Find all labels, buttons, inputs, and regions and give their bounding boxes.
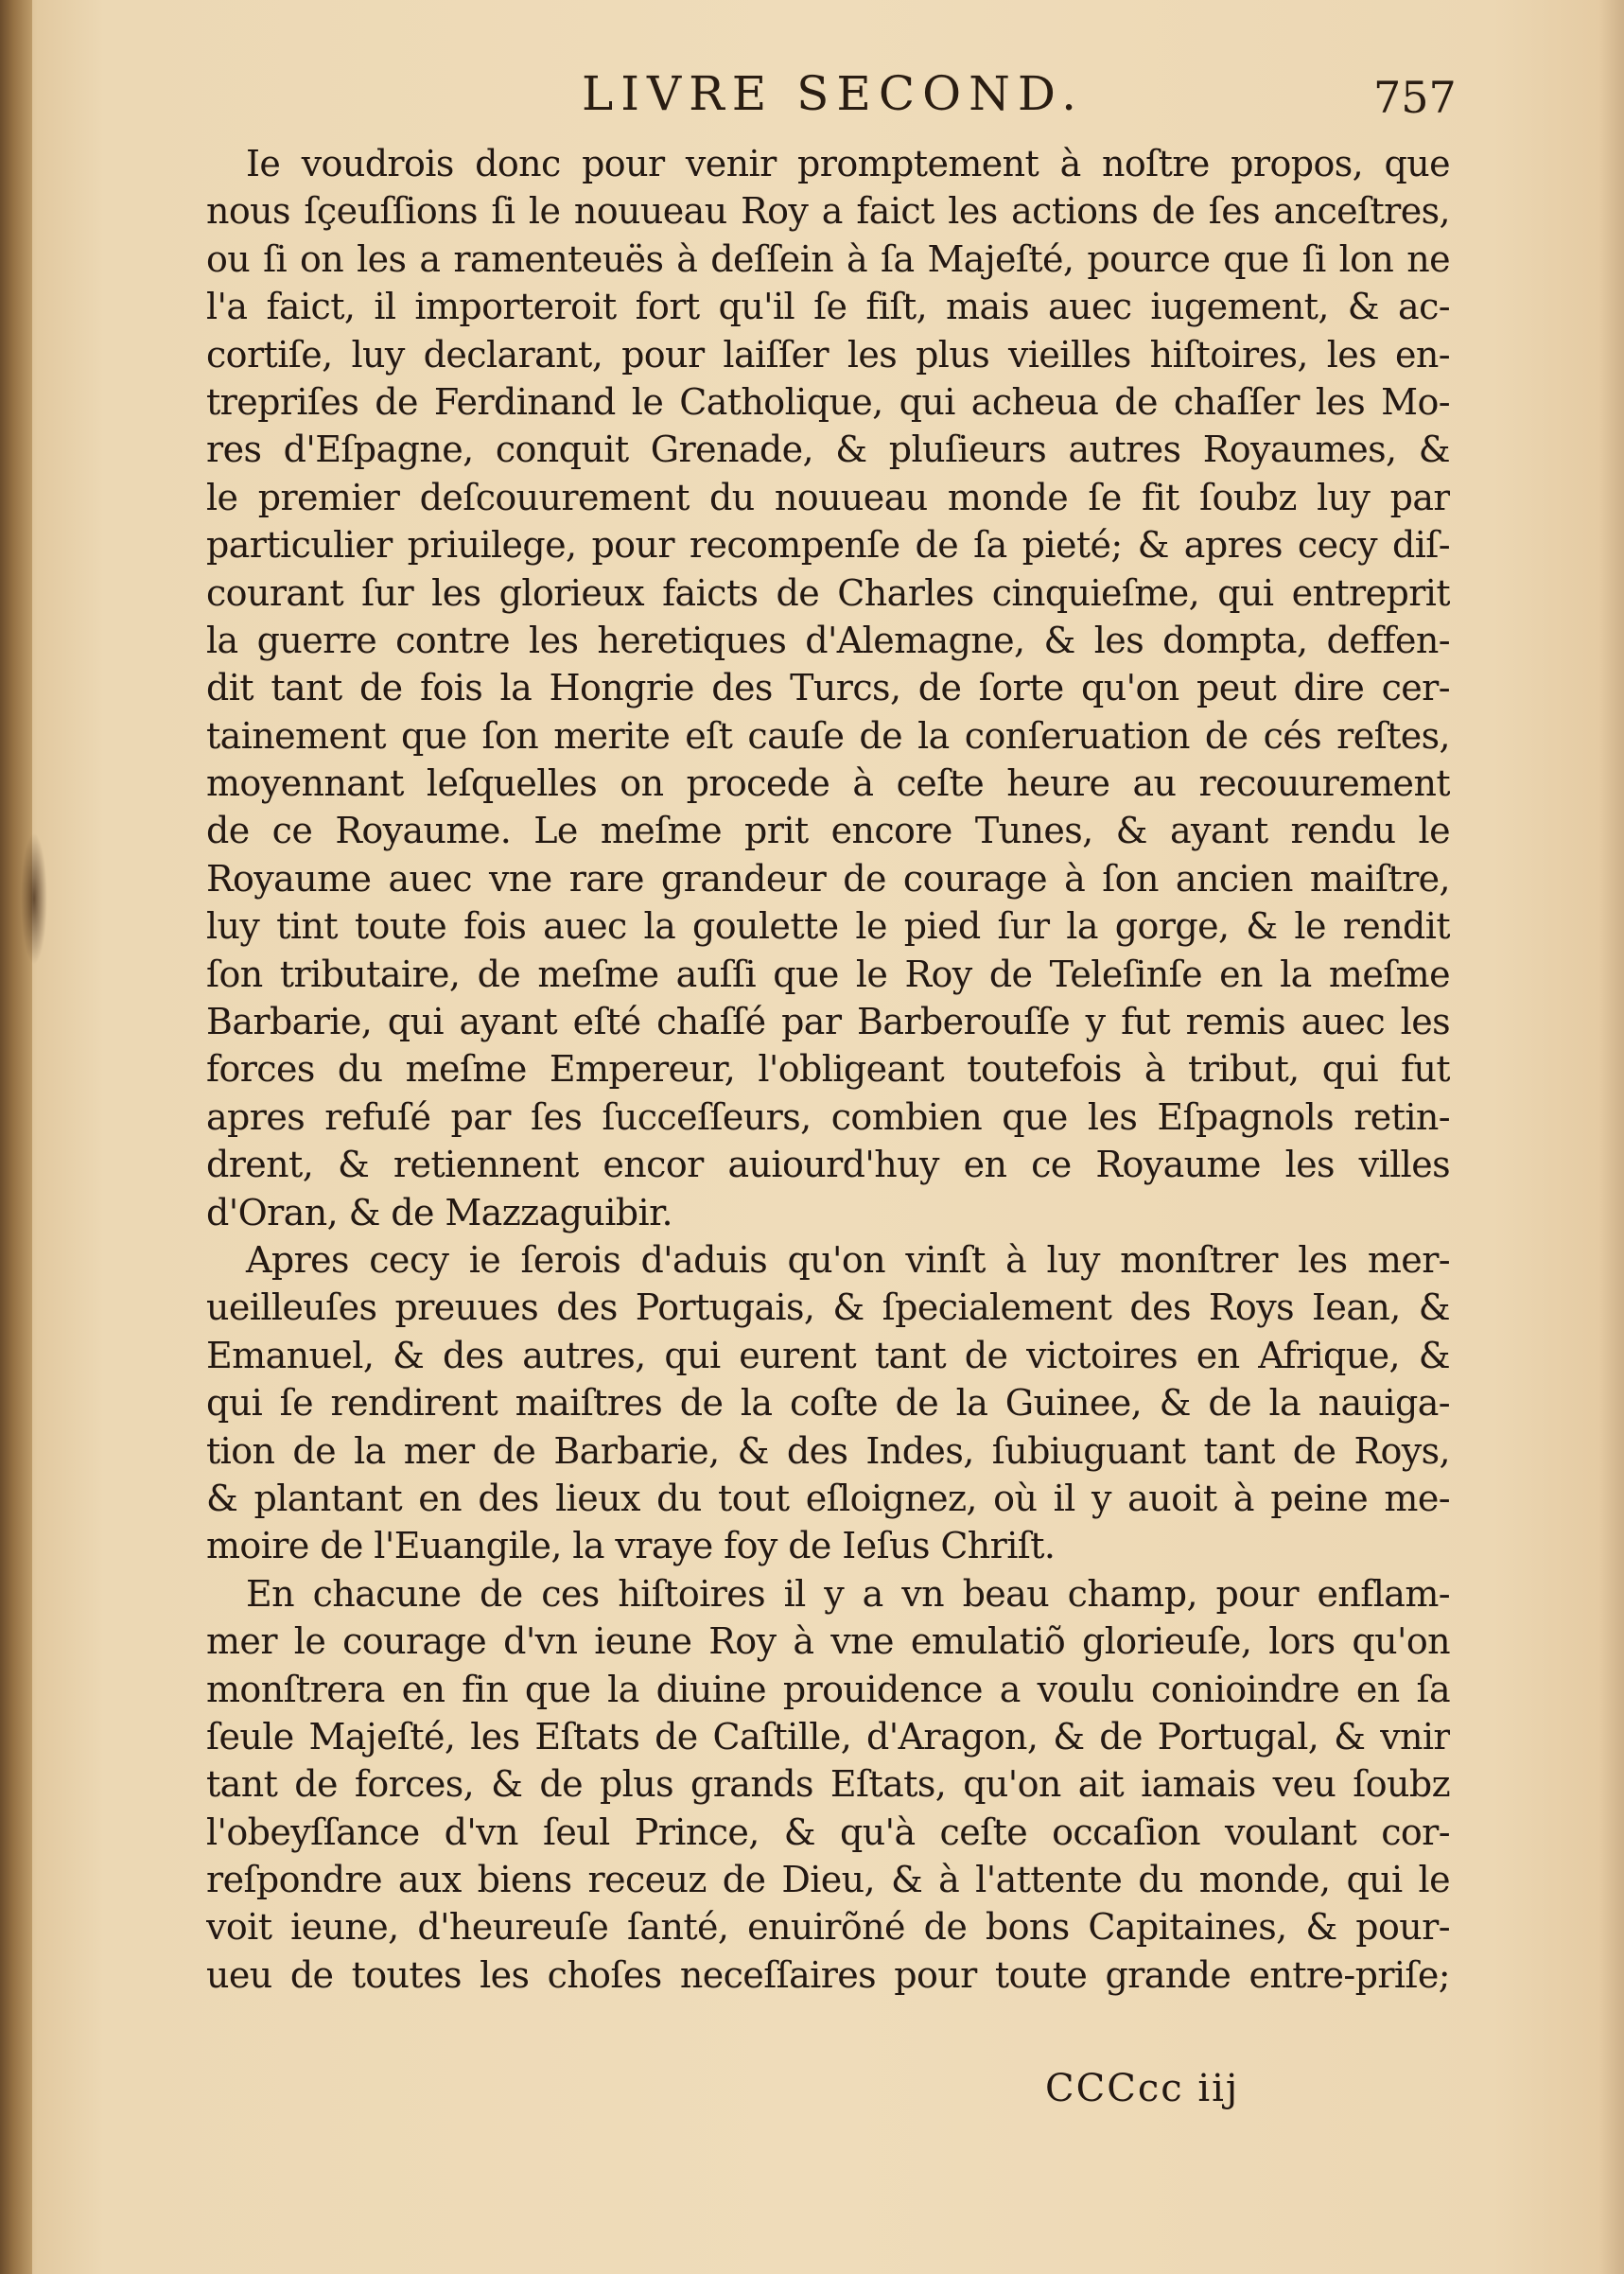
text-line: tant de forces, & de plus grands Eſtats, qu'on ait iamais veu ſoubz: [206, 1763, 1450, 1806]
text-line: ſeule Majeſté, les Eſtats de Caſtille, d'Aragon, & de Portugal, & vnir: [206, 1715, 1450, 1758]
text-line: En chacune de ces hiſtoires il y a vn beau champ, pour enflam-: [246, 1572, 1450, 1615]
text-line: ueu de toutes les choſes neceſſaires pour toute grande entre-priſe;: [206, 1953, 1450, 1996]
text-line: particulier priuilege, pour recompenſe de ſa pieté; & apres cecy diſ-: [206, 524, 1450, 567]
text-line: luy tint toute fois auec la goulette le pied ſur la gorge, & le rendit: [206, 905, 1450, 948]
text-line: Apres cecy ie ſerois d'aduis qu'on vinſt à luy monſtrer les mer-: [246, 1238, 1450, 1281]
text-line: ueilleuſes preuues des Portugais, & ſpecialement des Roys Iean, &: [206, 1286, 1450, 1329]
text-line: monſtrera en fin que la diuine prouidence a voulu conioindre en ſa: [206, 1668, 1450, 1710]
text-line: ou ſi on les a ramenteuës à deſſein à ſa Majeſté, pource que ſi lon ne: [206, 237, 1450, 280]
text-line: tainement que ſon merite eſt cauſe de la conſeruation de cés reſtes,: [206, 714, 1450, 757]
page-number: 757: [1373, 72, 1457, 123]
text-line: drent, & retiennent encor auiourd'huy en ce Royaume les villes: [206, 1144, 1450, 1186]
page-edge: [1599, 0, 1624, 2274]
text-line: ſon tributaire, de meſme auſſi que le Roy de Teleſinſe en la meſme: [206, 953, 1450, 995]
text-line: l'a faict, il importeroit fort qu'il ſe fiſt, mais auec iugement, & ac-: [206, 286, 1450, 328]
running-head: LIVRE SECOND.: [582, 66, 1085, 121]
signature-mark: CCCcc iij: [1045, 2067, 1240, 2110]
text-line: trepriſes de Ferdinand le Catholique, qui acheua de chaſſer les Mo-: [206, 380, 1450, 423]
text-line: tion de la mer de Barbarie, & des Indes, ſubiuguant tant de Roys,: [206, 1429, 1450, 1472]
text-line: nous ſçeuſſions ſi le nouueau Roy a faict les actions de ſes anceſtres,: [206, 190, 1450, 233]
text-line: apres refuſé par ſes ſucceſſeurs, combien que les Eſpagnols retin-: [206, 1095, 1450, 1138]
text-line: Emanuel, & des autres, qui eurent tant de victoires en Afrique, &: [206, 1334, 1450, 1376]
text-line: la guerre contre les heretiques d'Alemagne, & les dompta, deffen-: [206, 619, 1450, 661]
ink-stain: [21, 832, 47, 965]
text-line: qui ſe rendirent maiſtres de la coſte de la Guinee, & de la nauiga-: [206, 1382, 1450, 1425]
text-line: d'Oran, & de Mazzaguibir.: [206, 1191, 672, 1233]
text-line: dit tant de fois la Hongrie des Turcs, de ſorte qu'on peut dire cer-: [206, 667, 1450, 709]
text-line: moire de l'Euangile, la vraye foy de Ieſus Chriſt.: [206, 1525, 1056, 1567]
text-line: res d'Eſpagne, conquit Grenade, & pluſieurs autres Royaumes, &: [206, 429, 1450, 471]
text-line: moyennant leſquelles on procede à ceſte heure au recouurement: [206, 762, 1450, 805]
text-line: Royaume auec vne rare grandeur de courage à ſon ancien maiſtre,: [206, 857, 1450, 900]
text-line: cortiſe, luy declarant, pour laiſſer les plus vieilles hiſtoires, les en-: [206, 333, 1450, 376]
text-line: l'obeyſſance d'vn ſeul Prince, & qu'à ceſte occaſion voulant cor-: [206, 1810, 1450, 1853]
text-line: Barbarie, qui ayant eſté chaſſé par Barberouſſe y fut remis auec les: [206, 1001, 1450, 1043]
page-binding-shadow: [0, 0, 32, 2274]
text-line: mer le courage d'vn ieune Roy à vne emulatiõ glorieuſe, lors qu'on: [206, 1620, 1450, 1663]
text-line: reſpondre aux biens receuz de Dieu, & à l'attente du monde, qui le: [206, 1859, 1450, 1901]
body-text: [206, 140, 1450, 1999]
text-line: voit ieune, d'heureuſe ſanté, enuirõné de bons Capitaines, & pour-: [206, 1906, 1450, 1949]
text-line: le premier deſcouurement du nouueau monde ſe fit ſoubz luy par: [206, 476, 1450, 518]
text-line: de ce Royaume. Le meſme prit encore Tunes, & ayant rendu le: [206, 810, 1450, 852]
text-line: forces du meſme Empereur, l'obligeant toutefois à tribut, qui fut: [206, 1048, 1450, 1091]
text-line: courant ſur les glorieux faicts de Charles cinquieſme, qui entreprit: [206, 571, 1450, 614]
page-header: [0, 66, 1624, 132]
text-line: & plantant en des lieux du tout eſloignez, où il y auoit à peine me-: [206, 1477, 1450, 1519]
text-line: Ie voudrois donc pour venir promptement à noſtre propos, que: [246, 143, 1450, 184]
